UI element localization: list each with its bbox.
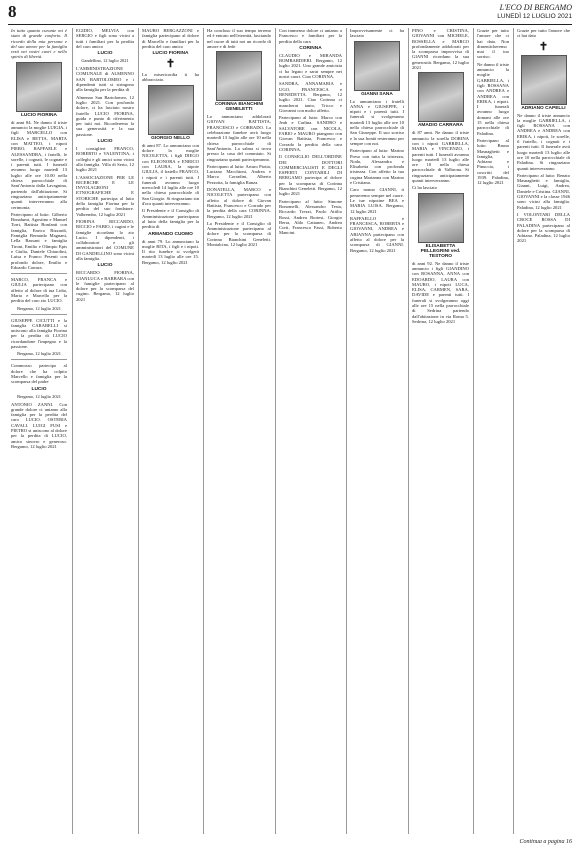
page-header <box>8 2 572 25</box>
portrait-photo <box>354 41 400 91</box>
obituary-text: di anni 87. Lo annunciano con dolore la moglie NICOLETTA, i figli DIEGO con ELEONORA e ENRICO con LAURA, la nipote GIULIA, il fratello FRANCO, i nipoti e i parenti tutti. I funerali avranno luogo mercoledì 14 luglio alle ore 10 nella chiesa parrocchiale di San Giorgio. Si ringraziano sin d'ora quanti interverranno. <box>142 142 199 207</box>
deceased-name: LUCIO FIORINA <box>152 51 189 57</box>
place-date: Bergamo, 12 luglio 2021 <box>17 305 61 311</box>
notice-text: Partecipano al lutto: Simone Bonomelli, Alessandro Testa, Riccardo Trezzi, Paolo Attilio Rossi, Andrea Bortesi, Giorgio Berra, Aldo Cattaneo, Andrea Corti, Francesco Fassi, Roberto Mancini. <box>279 198 342 236</box>
portrait-photo <box>16 62 62 112</box>
page-number: 8 <box>8 2 17 21</box>
participants-list: Partecipano al lutto: Gilberto Bonalumi, Agostino e Manuel Torri, Battista Bonfanti con famiglia, Enrico Rizzardi, Famiglia Bernardo Magnani, Lella Bassani e famiglia Tironi, Emilio e Olimpio Epis e Giulia, Daniele Chiarolini, Luisa e Franco Pesenti con profondo dolore, Emilio e Edoardo Carrara. <box>11 211 67 270</box>
notice-text: RAFFAELLO e FRANCESCA, ROBERTA e GIOVANNI, ANDREA e ARIANNA partecipano con affetto al dolore per la scomparsa di GIANNI. Bergamo, 12 luglio 2021 <box>350 215 404 253</box>
notice-text: MARCO, FRANCA e GIULIA partecipano con affetto al dolore di tua Lidia, Marta e Marcello per la perdita del caro zio LUCIO. <box>11 277 67 304</box>
notice-text: Il CONSIGLIO DELL'ORDINE DEI DOTTORI COMMERCIALISTI E DEGLI ESPERTI CONTABILI DI BERGAMO partecipa al dolore per la scomparsa di Corinna Bianchini Geneletti. Bergamo, 12 luglio 2021 <box>279 154 342 197</box>
deceased-name: LUCIO <box>97 263 113 269</box>
portrait-photo <box>418 72 464 122</box>
notice-text: Partecipano al lutto: Arturo Piotta, Luciano Macchioni, Andrea e Marco Corradini, Alberto Pezzotta, la famiglia Ranza. <box>207 163 271 185</box>
deceased-name: LUCIO FIORINA <box>21 112 57 118</box>
notice-text: Almenno San Bartolomeo, 12 luglio 2021. Con profondo dolore, ci ha lasciato nostro fratello LUCIO FIORINA, guida e punto di riferimento per tutti noi. Ricorderemo la sua generosità e la sua passione. <box>76 94 134 137</box>
deceased-name: LUCIO <box>97 139 113 145</box>
column-2 <box>72 28 137 834</box>
portrait-photo <box>521 55 567 105</box>
notice-text: I consiglieri FRANCO, ROBERTO e VALENTINA, i colleghi e gli amici sono vicini alla famiglia. Villa di Serio, 12 luglio 2021 <box>76 146 134 173</box>
cross-icon: ✝ <box>165 57 176 71</box>
notice-text: Ci ha lasciato <box>412 185 438 191</box>
notice-text: Partecipano al lutto: Marco con Jeab e Carlina. SANDRO e SALVATORE con NICOLA, FABIO e MAURO piangono con Giovan Battista, Francesco e Corrado la perdita della cara CORINNA. <box>279 115 342 152</box>
notice-text: Grazie per tutto l'amore che ci hai dato <box>517 28 570 39</box>
notice-text: L'AMMINISTRAZIONE COMUNALE di ALMENNO SAN BARTOLOMEO e i dipendenti tutti si stringono alla famiglia per la perdita di <box>76 66 134 93</box>
notice-text: RICCARDO FIORINA, GIANLUCA e BARBARA con le famiglie partecipano al dolore per la scomparsa del cugino. Bergamo, 12 luglio 2021 <box>76 270 134 302</box>
column-9 <box>513 28 573 834</box>
notice-text: Partecipano al lutto: Renato Masnaghetti e famiglia, Gianni, Luigi, Andrea, Daniele e Cristina. GIANNI, GIOVANNI e la classe 1946 sono vicini alla famiglia. Paladina, 12 luglio 2021 <box>517 172 570 210</box>
deceased-name: GIORGIO NELLO <box>151 135 190 141</box>
continuation-note: Continua a pagina 16 <box>519 839 572 845</box>
notice-text: Improvvisamente ci ha lasciato <box>350 28 404 39</box>
deceased-name: LUCIO <box>31 386 47 392</box>
divider <box>11 314 67 315</box>
obituary-text: Ne danno il triste annuncio la moglie GABRIELLA, i figli ROSSANA con ANDREA e ANDREA con ERIKA, i nipoti, le sorelle, il fratello, i cognati e i parenti tutti. Il funerale avrà luogo martedì 13 luglio alle ore 10 nella parrocchiale di Paladina. Si ringraziano quanti interverranno. <box>517 112 570 171</box>
notice-text: PINO e CRISTINA, GIOVANNI con MICHELE, ROSSELLA e MARCO profondamente addolorati per la scomparsa improvvisa di GIANNI ricordano la sua generosità. Bergamo, 12 luglio 2021 <box>412 28 469 71</box>
notice-text: Caro nonno GIANNI, ti penseremo sempre nel cuore. Le tue nipotine BEA e MARIA LUISA. Bergamo, 12 luglio 2021 <box>350 187 404 214</box>
column-7 <box>408 28 472 834</box>
notice-text: Partecipano al lutto: Bruno Masnaghetti e famiglia, Adriano e Pinuccia, i coscritti del 1939. Paladina, 12 luglio 2021 <box>477 137 509 186</box>
obituary-text: di 87 anni. Ne danno il triste annuncio la sorella DORINA con i nipoti GABRIELLA, MARIA e VINCENZO, i parenti tutti. I funerali avranno luogo martedì 13 luglio alle ore 10 nella chiesa parrocchiale di Valbrona. Si ringraziano anticipatamente quanti interverranno. <box>412 130 469 184</box>
obituary-text: Lo annunciano addolorati GIOVAN BATTISTA, FRANCESCO e CORRADO. La celebrazione funebre avrà luogo martedì 13 luglio alle ore 10 nella chiesa parrocchiale di Sant'Antonio. La salma si trova presso la casa del commiato. Si ringraziano quanti parteciperanno. <box>207 114 271 162</box>
column-8 <box>473 28 512 834</box>
notice-text: Con immenso dolore ci uniamo a Francesco e familiari per la perdita della cara <box>279 28 342 44</box>
deceased-name: GIANNI SANA <box>361 91 393 97</box>
notice-text: FIORINA RICCARDO, RICCIO e FABIO, i cugini e le famiglie ricordano lo zio Lucio. I dipendenti, i collaboratori e gli amministratori del COMUNE DI GANDELLINO sono vicini alla famiglia. <box>76 218 134 261</box>
portrait-photo <box>216 51 262 101</box>
notice-text: Ne danno il triste annuncio la moglie GABRIELLA, i figli ROSSANA con ANDREA e ANDREA con ERIKA, i nipoti. I funerali avranno luogo domani alle ore 15 nella chiesa parrocchiale di Paladina. <box>477 61 509 136</box>
deceased-name: LUCIO <box>97 51 113 57</box>
notice-text: La Presidente e il Consiglio di Amministrazione partecipano al dolore per la scomparsa di Corinna Bianchini Geneletti. Montalcino, 12 luglio 2021 <box>207 220 271 248</box>
notice-text: L'ASSOCIAZIONE PER LE RICERCHE E LE INVOLAGRONI ETNOGRAFICHE E STORICHE partecipa al lutto della famiglia Fiorina per la perdita del suo fondatore. Valbrembo, 12 luglio 2021 <box>76 174 134 217</box>
notice-text: ANTONIO ZANNI. Con grande dolore ci uniamo alla famiglia per la perdita del caro LUCIO. OSTERIA CAVALI. LUIGI FUSI e PIETRO si uniscono al dolore per la perdita di LUCIO, amico sincero e generoso. Bergamo, 12 luglio 2021 <box>11 401 67 449</box>
column-4 <box>203 28 274 834</box>
column-1 <box>8 28 70 834</box>
column-5 <box>275 28 345 834</box>
notice-text: Commosso partecipo al dolore che ha colpito Marcello e famiglia per la scomparsa del padre <box>11 363 67 385</box>
newspaper-title: L'ECO DI BERGAMO <box>499 3 572 12</box>
notice-text: Grazie per tutto l'amore che ci hai dato. Non dimenticheremo mai il tuo sorriso. <box>477 28 509 60</box>
notice-text: CLAUDIO e MIRANDA BOMBARDIERI. Bergamo, 12 luglio 2021. Uno grande amicizia ci ha legato e sarai sempre nei nostri cuori. Ciao CORINNA. <box>279 52 342 80</box>
obituary-text: di anni 84. Ne danno il triste annuncio la moglie LUIGIA, i figli MARCELLO con ELISA e BETTA, MARTA con MATTEO, i nipoti PIERO, RAFFAELE e ALESSANDRA, i fratelli, le sorelle, i cognati, le cognate e i parenti tutti. I funerali avranno luogo martedì 13 luglio alle ore 10.00 nella chiesa parrocchiale di Sant'Antonio dalla Lavagnina, partendo dall'abitazione. Si ringraziano anticipatamente quanti interverranno alla cerimonia. <box>11 119 67 210</box>
column-6 <box>346 28 407 834</box>
column-3 <box>138 28 202 834</box>
deceased-name: ADRIANO CAPELLI <box>521 105 566 111</box>
deceased-name: AMADIO CARRARA <box>417 123 464 129</box>
divider <box>11 359 67 360</box>
deceased-name: ELISABETTA PELLEGRINI ved. TESTORO <box>420 243 461 259</box>
notice-text: MAURO BERGAZZONI e famiglia partecipano al dolore di Marcello e familiari per la perdita del caro amico <box>142 28 199 49</box>
notice-text: SANDRA, ANNAMARIA e UGO, FRANCESCA e BENEDETTA. Bergamo, 12 luglio 2021. Ciao Corinna ci mancherai tanto, Tricco e Giovanni con molto affetto. <box>279 81 342 113</box>
notice-text: DONATELLA, MARCO e NICOLETTA partecipano con affetto al dolore di Giovan Battista, Francesco e Corrado per la perdita della cara CORINNA. Bergamo, 12 luglio 2021 <box>207 187 271 219</box>
notice-text: di anni 79. Lo annunciano la moglie RITA, i figli e i nipoti. Il rito funebre si svolgerà martedì 13 luglio alle ore 15. Bergamo, 12 luglio 2021 <box>142 238 199 265</box>
notice-text: EGIDIO, MELVIA con SERGIO e figli sono vicini a tutti i familiari per la perdita del caro amico <box>76 28 134 49</box>
obituary-text: Lo annunciano i fratelli ANNA e GIUSEPPE, i nipoti e i parenti tutti. I funerali si svolgeranno martedì 13 luglio alle ore 10 nella chiesa parrocchiale di San Giuseppe. Il suo sorriso e la sua bontà resteranno per sempre con noi. <box>350 98 404 146</box>
notice-text: Il Presidente e il Consiglio di Amministrazione partecipano al lutto della famiglia per la perdita di <box>142 208 199 230</box>
deceased-name: ARMANDO CUOMO <box>148 231 193 237</box>
portrait-photo <box>148 85 194 135</box>
notice-text: Partecipano al lutto: Marino Preso con tutta la tristezza, Noda, Alessandra e Elisabetta con profonda tristezza. Con affetto la tua cugina Marianna con Marino e Cristiana. <box>350 148 404 186</box>
deceased-name: CORINNA BIANCHINI GENELETTI <box>214 102 264 113</box>
notice-text: Ha concluso il suo tempo terreno ed è entrato nell'eternità, lasciando nel cuore di tutti noi un ricordo di amore e di fede <box>207 28 271 49</box>
page-date: LUNEDÌ 12 LUGLIO 2021 <box>497 13 572 20</box>
obituary-text: di anni 92. Ne danno il triste annuncio i figli GIANDINO con ROSANNA, ANNA con EDOARDO, LAURA con MAURO, i nipoti LUCA, ELISA, CARMEN, SARA, DAVIDE e parenti tutti. I funerali si svolgeranno oggi alle ore 15 nella parrocchiale di Sedrina partendo dall'abitazione in via Roma 5. Sedrina, 12 luglio 2021 <box>412 260 469 324</box>
notice-text: GIUSEPPE CICUTTI e la famiglia CARABELLI si uniscono alla famiglia Fiorina per la perdita di LUCIO ricordandone l'impegno e la passione. <box>11 317 67 350</box>
signature: CORINNA <box>299 45 322 51</box>
epigraph: In tutto quanto curante mi è stato di grande conforto. Il ricordo della mia persona e del suo amore per la famiglia resti nei vostri cuori e nello spirito di libertà. <box>11 28 67 60</box>
notice-text: La misericordia ti ha abbracciato. <box>142 72 199 83</box>
divider <box>11 273 67 274</box>
portrait-photo <box>418 193 464 243</box>
place-date: Bergamo, 12 luglio 2021 <box>17 393 61 399</box>
obituary-columns <box>8 28 572 834</box>
notice-text: I VOLONTARI DELLA CROCE ROSSA DI PALADINA partecipano al dolore per la scomparsa di Adriano. Paladina, 12 luglio 2021 <box>517 211 570 244</box>
place-date: Gandellino, 12 luglio 2021 <box>81 58 129 64</box>
place-date: Bergamo, 12 luglio 2021 <box>17 351 61 357</box>
cross-icon: ✝ <box>538 39 549 53</box>
